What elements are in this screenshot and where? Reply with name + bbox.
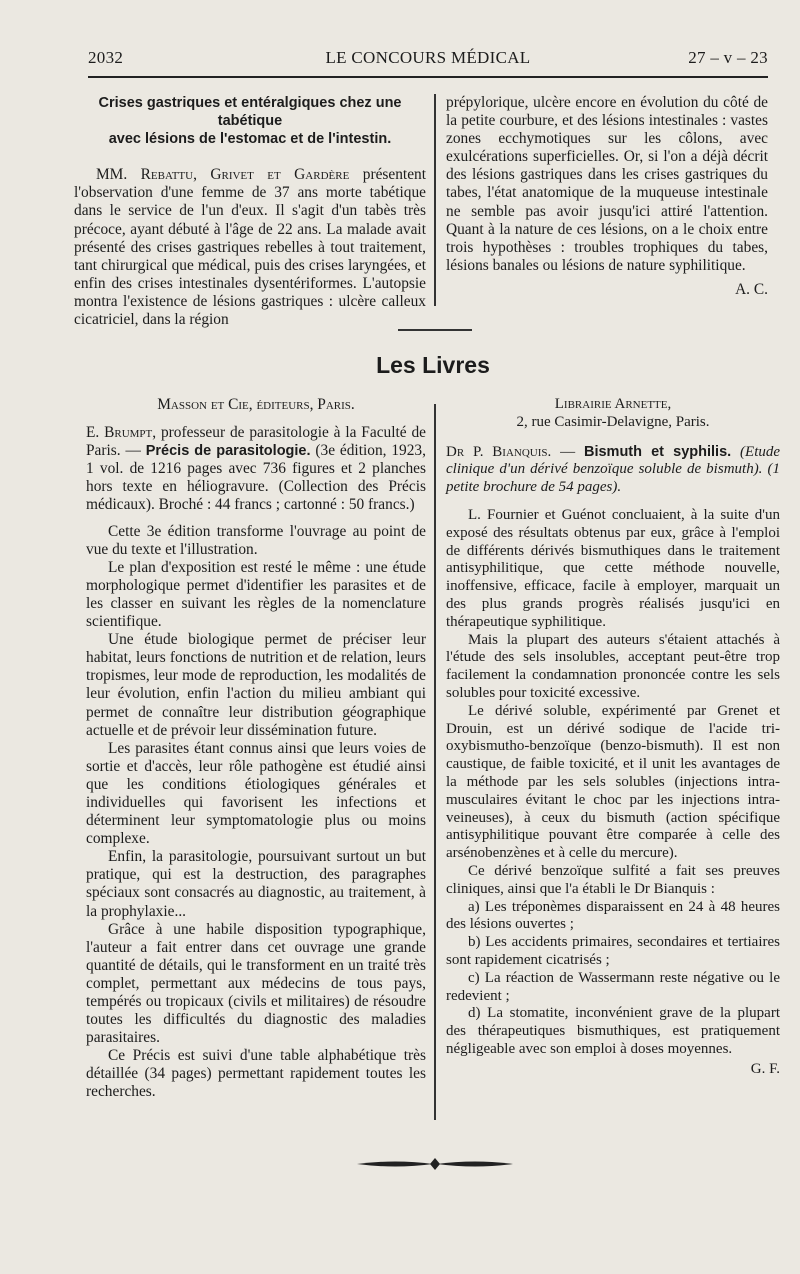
right-review-column: [446, 396, 780, 1078]
ornament-left-swell: [357, 1162, 433, 1167]
page-number: 2032: [88, 48, 124, 67]
header-rule: [88, 76, 768, 78]
right-review-list-item: c) La réaction de Wassermann reste négative ou le redevient ;: [446, 969, 780, 1004]
running-header: [88, 48, 768, 74]
left-review-details: (3e édition, 1923, 1 vol. de 1216 pages avec 736 figures et 2 planches hors texte en héliogravure. (Collection des Précis médicaux). Broché : 44 francs ; cartonné : 50 francs.): [86, 442, 426, 514]
right-review-publisher-name: Librairie Arnette,: [554, 396, 672, 412]
right-review-author: Dr P. Bianquis. —: [446, 443, 576, 460]
right-review-title: Bismuth et syphilis.: [583, 443, 732, 460]
left-review-paragraph: Les parasites étant connus ainsi que leurs voies de sortie et d'accès, leur rôle pathogène est étudié ainsi que les conditions étiologiques générales et individuelles qui favorisent les infections et déterminent leur symptomatologie plus ou moins complexe.: [86, 739, 426, 848]
books-column-divider: [434, 404, 436, 1120]
left-review-paragraph: Grâce à une habile disposition typographique, l'auteur a fait entrer dans cet ouvrage une grande quantité de détails, qui le transforment en un traité très complet, permettant aux médecins de tous pays, tempérés ou tropicaux (civils et militaires) de résoudre toutes les difficultés du diagnostic des maladies parasitaires.: [86, 920, 426, 1047]
ornament-center-diamond: [430, 1158, 440, 1170]
section-title: Les Livres: [376, 352, 490, 378]
section-separator-rule: [398, 329, 472, 331]
right-review-list-item: b) Les accidents primaires, secondaires et tertiaires sont rapidement cicatrisés ;: [446, 934, 780, 968]
left-review-column: [86, 396, 426, 1102]
end-ornament: [355, 1156, 515, 1172]
left-review-role: professeur de parasitologie à la Faculté de Paris. —: [86, 424, 426, 460]
left-review-title: Précis de parasitologie.: [145, 443, 311, 460]
issue-date: 27 – v – 23: [688, 48, 768, 67]
right-review-signature: G. F.: [750, 1060, 780, 1077]
right-review-list-item: d) La stomatite, inconvénient grave de la plupart des thérapeutiques bismuthiques, est pratiquement négligeable avec son emploi à doses moyennes.: [446, 1005, 780, 1057]
right-review-publisher-line2: 2, rue Casimir-Delavigne, Paris.: [516, 413, 710, 430]
right-review-paragraph: Mais la plupart des auteurs s'étaient attachés à l'étude des sels insolubles, acceptant peut-être trop facilement la condamnation prononcée contre les sels solubles pour toxicité excessive.: [446, 631, 780, 701]
right-review-paragraph: Ce dérivé benzoïque sulfité a fait ses preuves cliniques, ainsi que l'a établi le Dr Bianquis :: [446, 862, 780, 897]
top-article-signature: A. C.: [735, 280, 768, 298]
left-review-publisher: Masson et Cie, éditeurs, Paris.: [157, 396, 355, 413]
left-review-paragraph: Une étude biologique permet de préciser leur habitat, leurs fonctions de nutrition et de relation, leurs tropismes, leur mode de reproduction, les modalités de leur évolution, enfin l'action du milieu ambiant qui permet de connaître leur distribution géographique actuelle et de prévoir leur dissémination future.: [86, 631, 426, 739]
right-review-details: (Etude clinique d'un dérivé benzoïque soluble de bismuth). (1 petite brochure de 54 pages).: [446, 443, 781, 496]
top-article-authors: MM. Rebattu, Grivet et Gardère: [96, 166, 350, 184]
top-article-left-body: présentent l'observation d'une femme de 37 ans morte tabétique dans le service de l'un d'eux. Il s'agit d'un tabès très précoce, ayant débuté à l'âge de 22 ans. La malade avait présenté des crises gastriques rebelles à tout traitement, tant chirurgical que médical, puis des crises laryngées, et enfin des crises intestinales dysentériformes. L'autopsie montra l'existence de lésions gastriques : ulcère calleux cicatriciel, dans la région: [74, 166, 426, 329]
top-article-title: [74, 94, 426, 148]
right-review-citation: [446, 444, 780, 497]
left-review-paragraph: Ce Précis est suivi d'une table alphabétique très détaillée (34 pages) permettant rapidement toutes les recherches.: [86, 1047, 426, 1101]
left-review-paragraph: Enfin, la parasitologie, poursuivant surtout un but pratique, qui est la destruction, des paragraphes spéciaux sont consacrés au diagnostic, au traitement, à la prophylaxie...: [86, 848, 426, 920]
journal-title: LE CONCOURS MÉDICAL: [325, 48, 531, 67]
left-review-citation: [86, 424, 426, 514]
top-article-title-line2: avec lésions de l'estomac et de l'intestin.: [108, 131, 392, 148]
top-article-left-text: [74, 166, 426, 329]
left-review-paragraph: Le plan d'exposition est resté le même : une étude morphologique permet d'identifier les parasites et de les classer en suivant les règles de la nomenclature scientifique.: [86, 558, 426, 631]
top-article-right-column: [446, 94, 768, 299]
top-article-title-line1: Crises gastriques et entéralgiques chez une tabétique: [98, 95, 402, 130]
right-review-publisher-line1: [446, 396, 780, 414]
right-review-list-item: a) Les tréponèmes disparaissent en 24 à 48 heures des lésions ouvertes ;: [446, 898, 780, 933]
right-review-paragraph: L. Fournier et Guénot concluaient, à la suite d'un exposé des résultats obtenus par eux, grâce à l'emploi de différents dérivés bismuthiques dans le traitement antisyphilitique, que cette méthode nouvelle, inoffensive, efficace, facile à employer, marquait un des plus grands progrès réalisés jusqu'ici en thérapeutique syphilitique.: [446, 506, 780, 630]
ornament-right-swell: [437, 1162, 513, 1167]
top-article-left-column: [74, 94, 426, 329]
right-review-paragraph: Le dérivé soluble, expérimenté par Grenet et Drouin, est un dérivé sodique de l'acide tri-oxybismutho-benzoïque (benzo-bismuth). Il est non caustique, de faible toxicité, et il unit les avantages de la méthode par les sels solubles (injections intra-musculaires évitant le choc par les injections intra-veineuses), à ceux du bismuth (action spécifique antisyphilitique pouvant être comparée à celle des arsénobenzènes et à celle du mercure).: [446, 702, 780, 862]
top-column-divider: [434, 94, 436, 306]
left-review-paragraph: Cette 3e édition transforme l'ouvrage au point de vue du texte et l'illustration.: [86, 522, 426, 558]
left-review-author: E. Brumpt,: [86, 424, 157, 442]
top-article-right-body: prépylorique, ulcère encore en évolution du côté de la petite courbure, et des lésions intestinales : vastes zones ecchymotiques sur les côlons, avec exulcérations superficielles. Or, si l'on a déjà décrit des lésions gastriques dans les crises gastriques du tabes, l'état anatomique de la muqueuse intestinale ne semble pas avoir jusqu'ici attiré l'attention. Quant à la nature de ces lésions, on a le choix entre trois hypothèses : troubles trophiques du tabes, lésions banales ou lésions de nature syphilitique.: [446, 94, 768, 274]
